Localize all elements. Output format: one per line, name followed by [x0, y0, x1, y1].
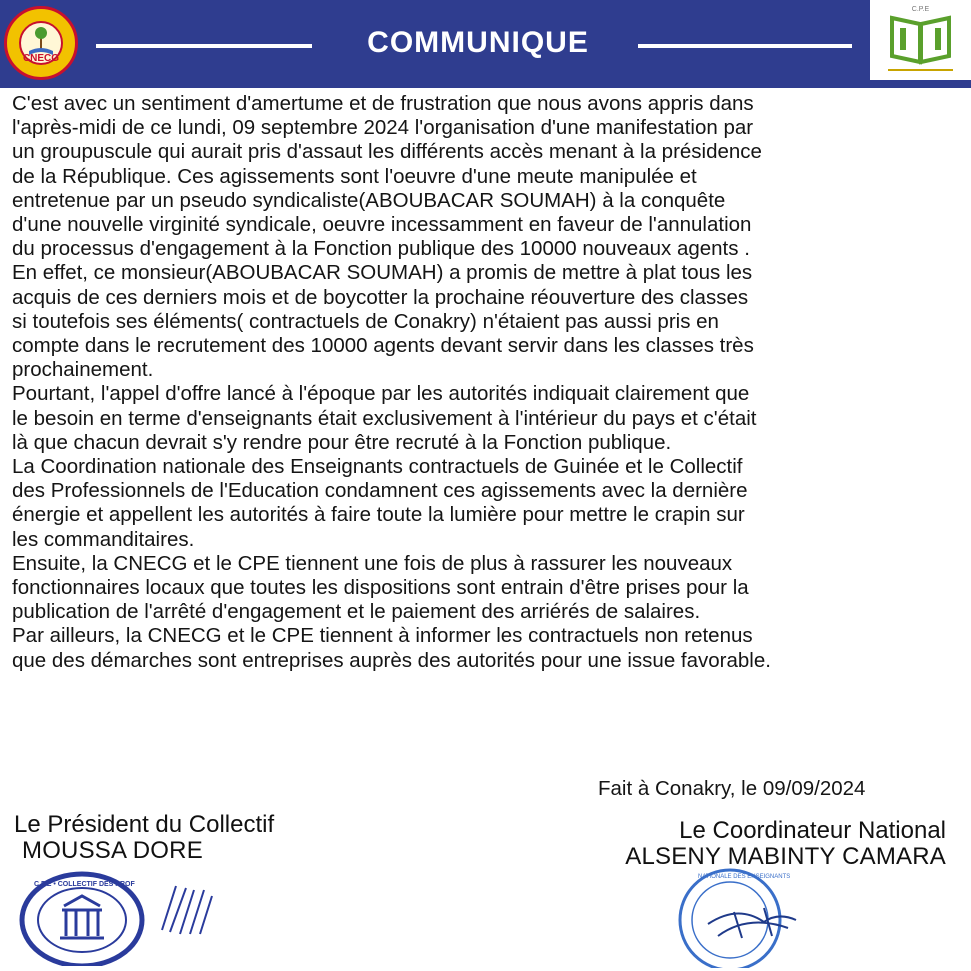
body-line: Pourtant, l'appel d'offre lancé à l'époque par les autorités indiquait clairement que [12, 382, 750, 406]
body-line: C'est avec un sentiment d'amertume et de frustration que nous avons appris dans [12, 92, 754, 115]
page-title: COMMUNIQUE [367, 26, 589, 59]
body-line: fonctionnaires locaux que toutes les dispositions sont entrain d'être prises pour la [12, 576, 749, 600]
body-line: prochainement. [12, 358, 154, 382]
body-line: La Coordination nationale des Enseignants contractuels de Guinée et le Collectif [12, 455, 743, 479]
body-line: énergie et appellent les autorités à faire toute la lumière pour mettre le crapin sur [12, 503, 745, 527]
right-signatory-role: Le Coordinateur National [679, 817, 946, 844]
book-icon [870, 0, 971, 80]
body-line: que des démarches sont entreprises auprès des autorités pour une issue favorable. [12, 648, 771, 672]
cnecg-stamp [668, 864, 818, 968]
body-line: publication de l'arrêté d'engagement et le paiement des arriérés de salaires. [12, 600, 701, 624]
body-line: En effet, ce monsieur(ABOUBACAR SOUMAH) a promis de mettre à plat tous les [12, 261, 753, 285]
cpe-logo-text: C.P.E [911, 6, 930, 13]
right-signatory-name: ALSENY MABINTY CAMARA [625, 843, 946, 870]
body-line: le besoin en terme d'enseignants était exclusivement à l'intérieur du pays et c'était [12, 406, 757, 430]
left-signature [156, 880, 216, 940]
body-line: les commanditaires. [12, 527, 195, 551]
body-line: un groupuscule qui aurait pris d'assaut les différents accès menant à la présidence [12, 140, 762, 164]
body-line: compte dans le recrutement des 10000 agents devant servir dans les classes très [12, 334, 754, 358]
body-line: Ensuite, la CNECG et le CPE tiennent une fois de plus à rassurer les nouveaux [12, 551, 733, 575]
cnecg-logo-text: CNECG [22, 53, 60, 64]
left-signatory-role: Le Président du Collectif [14, 811, 275, 838]
body-line: du processus d'engagement à la Fonction publique des 10000 nouveaux agents . [12, 237, 750, 261]
cnecg-logo [0, 0, 84, 88]
left-signatory-name: MOUSSA DORE [22, 837, 203, 864]
communique-body [12, 92, 962, 673]
body-line: Par ailleurs, la CNECG et le CPE tiennent à informer les contractuels non retenus [12, 624, 753, 648]
right-signatory [566, 818, 946, 870]
body-line: acquis de ces derniers mois et de boycotter la prochaine réouverture des classes [12, 285, 749, 309]
title-rule-left [96, 44, 312, 48]
body-line: si toutefois ses éléments( contractuels de Conakry) n'étaient pas aussi pris en [12, 309, 719, 333]
svg-text:C.P.E • COLLECTIF DES PROF: C.P.E • COLLECTIF DES PROF [34, 881, 135, 888]
svg-text:NATIONALE DES ENSEIGNANTS: NATIONALE DES ENSEIGNANTS [698, 874, 791, 880]
body-line: de la République. Ces agissements sont l'oeuvre d'une meute manipulée et [12, 164, 697, 188]
title-rule-right [638, 44, 852, 48]
header-banner [0, 0, 971, 88]
body-line: d'une nouvelle virginité syndicale, oeuvre incessamment en faveur de l'annulation [12, 213, 752, 237]
body-line: des Professionnels de l'Education condamnent ces agissements avec la dernière [12, 479, 748, 503]
body-line: l'après-midi de ce lundi, 09 septembre 2024 l'organisation d'une manifestation par [12, 116, 754, 140]
place-date: Fait à Conakry, le 09/09/2024 [598, 777, 866, 800]
left-signatory [14, 812, 274, 864]
body-line: entretenue par un pseudo syndicaliste(ABOUBACAR SOUMAH) à la conquête [12, 188, 726, 212]
cpe-stamp [14, 866, 154, 966]
body-line: là que chacun devrait s'y rendre pour être recruté à la Fonction publique. [12, 430, 672, 454]
cpe-logo [870, 0, 971, 80]
